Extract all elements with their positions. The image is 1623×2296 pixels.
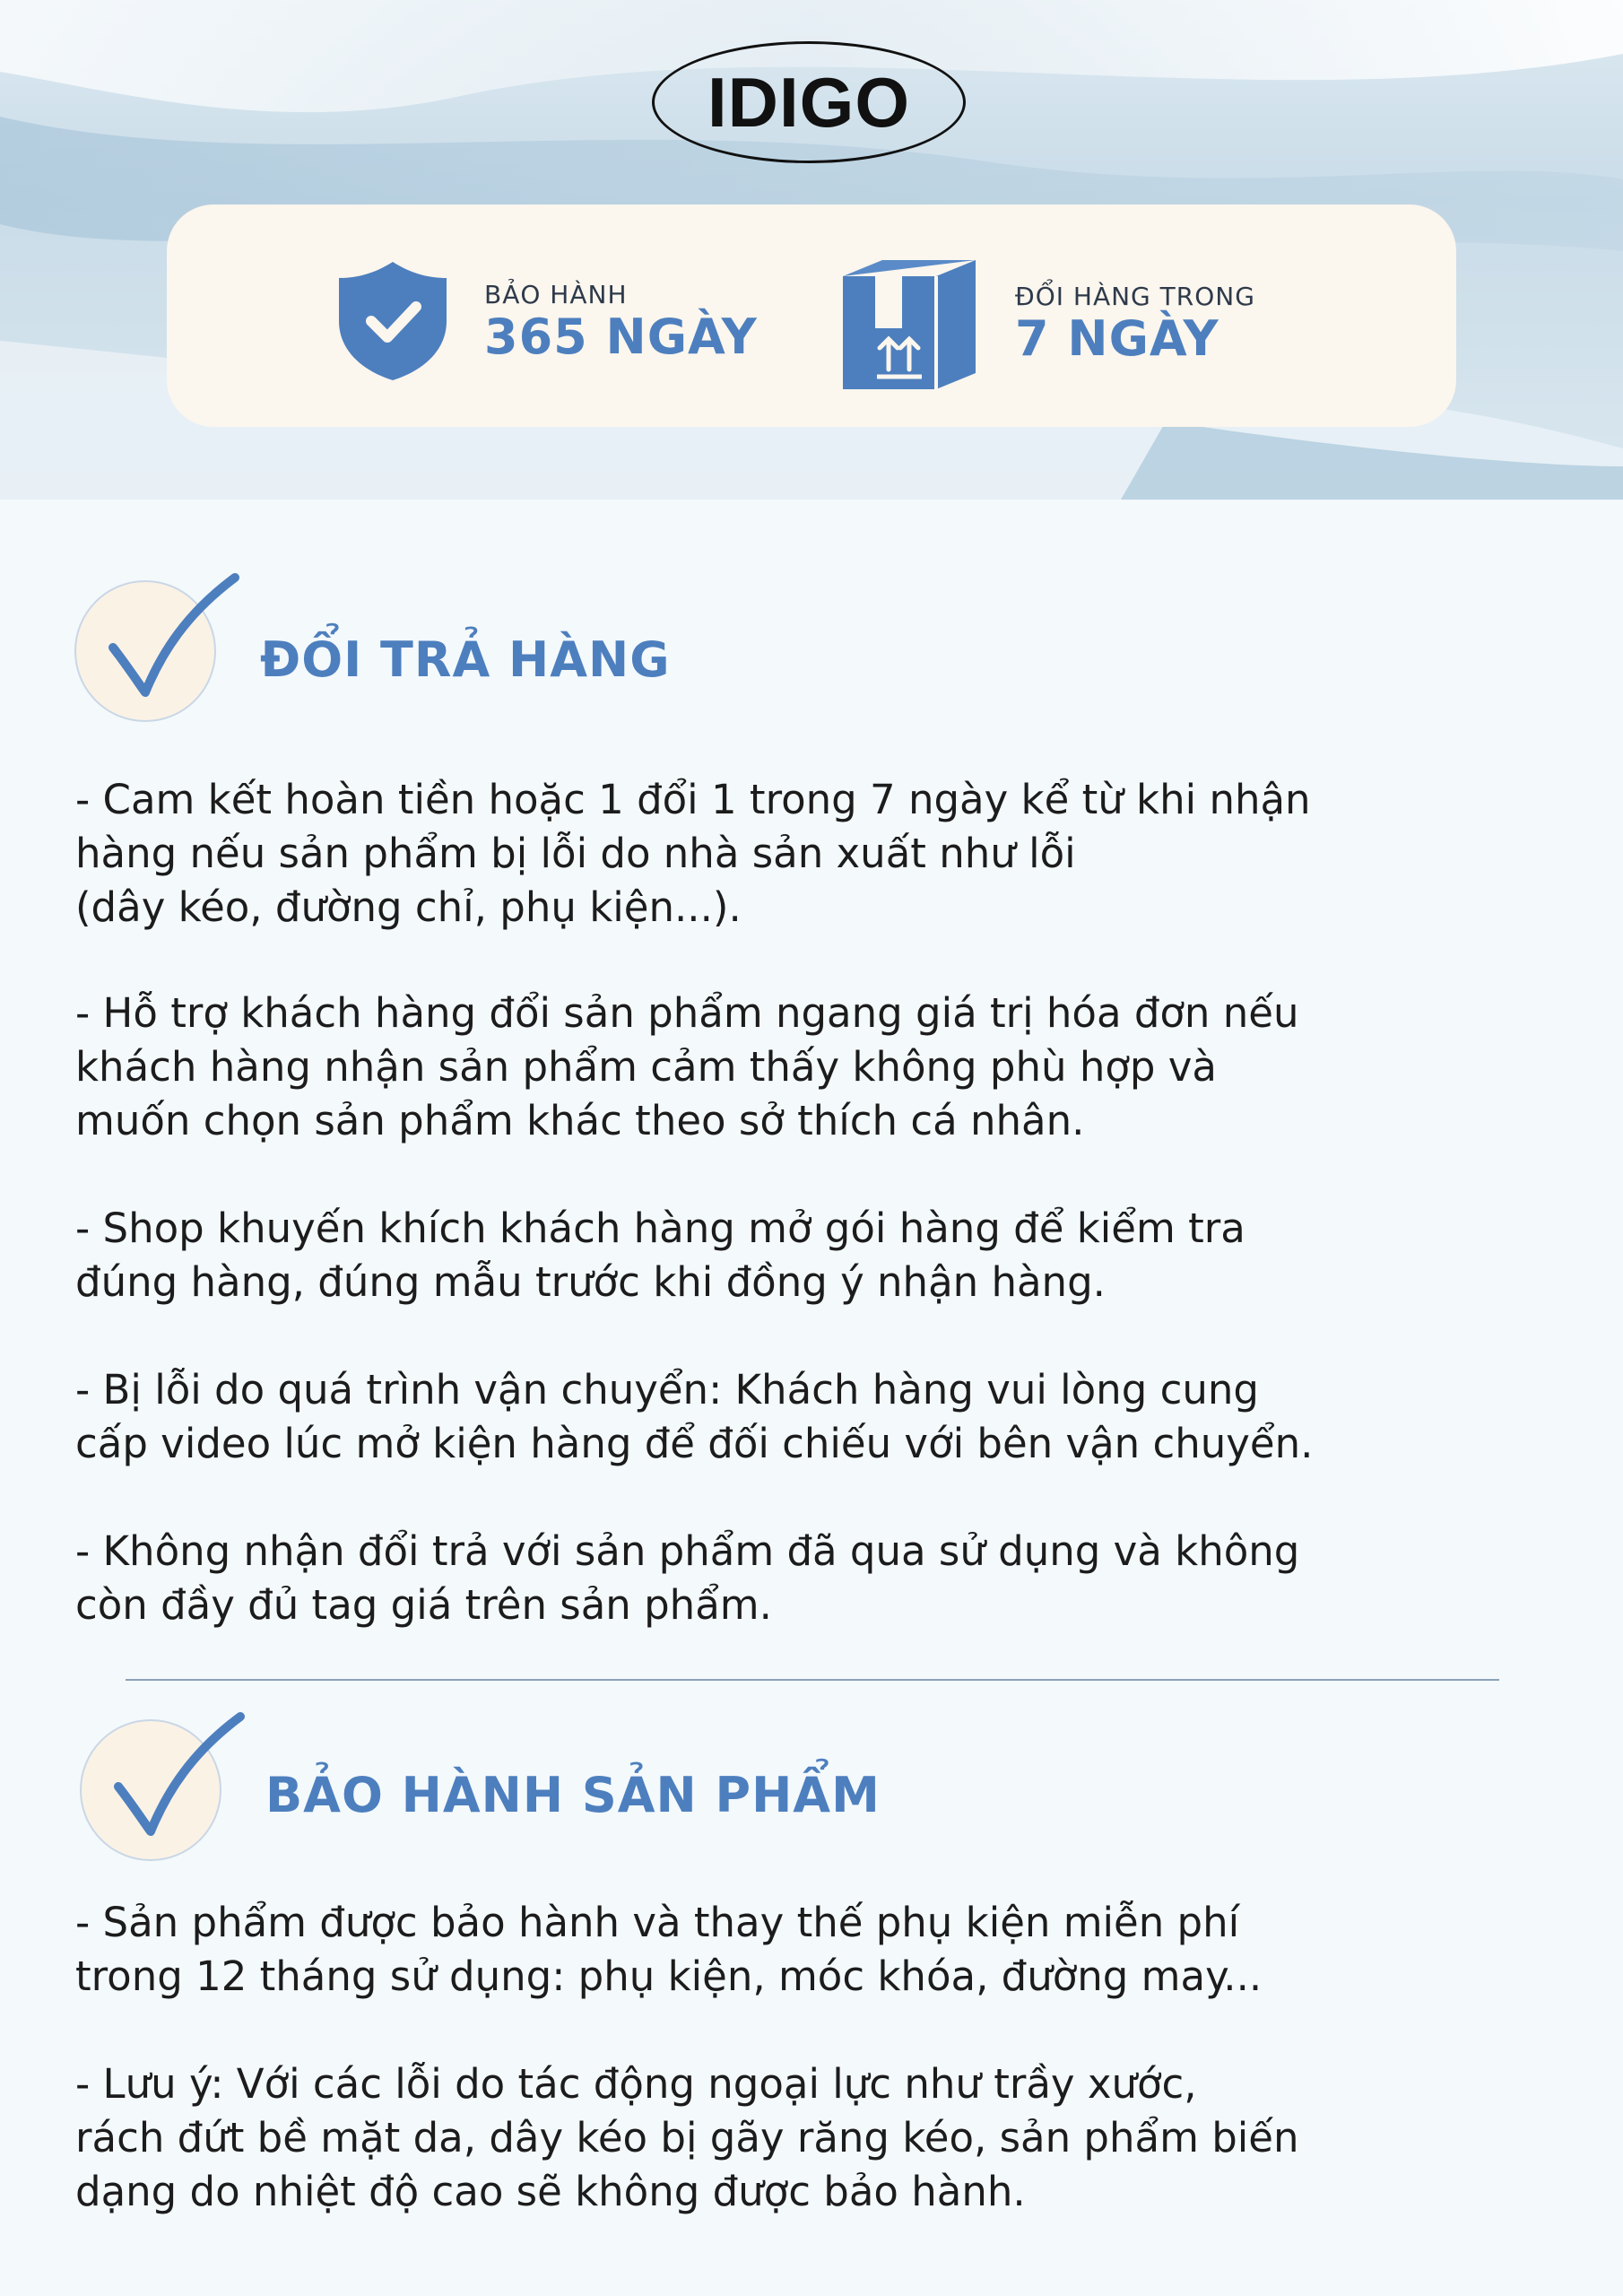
shield-check-icon [335, 258, 450, 382]
returns-paragraph-4: - Bị lỗi do quá trình vận chuyển: Khách hàng vui lòng cung cấp video lúc mở kiện hàng để đối chiếu với bên vận chuyển. [75, 1366, 1314, 1467]
exchange-badge-label: ĐỔI HÀNG TRONG [1015, 282, 1255, 311]
guarantee-badges [167, 204, 1456, 427]
section-title-warranty: BẢO HÀNH SẢN PHẨM [265, 1767, 881, 1823]
hero-banner [0, 0, 1623, 500]
section-divider [126, 1679, 1499, 1681]
returns-paragraph-5: - Không nhận đổi trả với sản phẩm đã qua sử dụng và không còn đầy đủ tag giá trên sản phẩm. [75, 1527, 1300, 1629]
box-icon [838, 258, 981, 393]
check-icon [72, 567, 242, 728]
section-title-returns: ĐỔI TRẢ HÀNG [260, 631, 671, 688]
brand-logo-text: IDIGO [707, 62, 910, 142]
check-icon [77, 1706, 247, 1867]
returns-paragraph-3: - Shop khuyến khích khách hàng mở gói hàng để kiểm tra đúng hàng, đúng mẫu trước khi đồng ý nhận hàng. [75, 1205, 1245, 1306]
returns-paragraph-1: - Cam kết hoàn tiền hoặc 1 đổi 1 trong 7 ngày kể từ khi nhận hàng nếu sản phẩm bị lỗi do nhà sản xuất như lỗi (dây kéo, đường chỉ, phụ kiện...). [75, 776, 1311, 931]
warranty-badge-value: 365 NGÀY [484, 309, 758, 365]
exchange-badge-value: 7 NGÀY [1015, 310, 1219, 367]
warranty-paragraph-2: - Lưu ý: Với các lỗi do tác động ngoại lực như trầy xước, rách đứt bề mặt da, dây kéo bị gãy răng kéo, sản phẩm biến dạng do nhiệt độ cao sẽ không được bảo hành. [75, 2060, 1299, 2215]
brand-logo [652, 41, 966, 163]
warranty-badge-label: BẢO HÀNH [484, 280, 628, 309]
warranty-paragraph-1: - Sản phẩm được bảo hành và thay thế phụ kiện miễn phí trong 12 tháng sử dụng: phụ kiện, móc khóa, đường may... [75, 1899, 1263, 2000]
returns-paragraph-2: - Hỗ trợ khách hàng đổi sản phẩm ngang giá trị hóa đơn nếu khách hàng nhận sản phẩm cảm thấy không phù hợp và muốn chọn sản phẩm khác theo sở thích cá nhân. [75, 989, 1299, 1144]
